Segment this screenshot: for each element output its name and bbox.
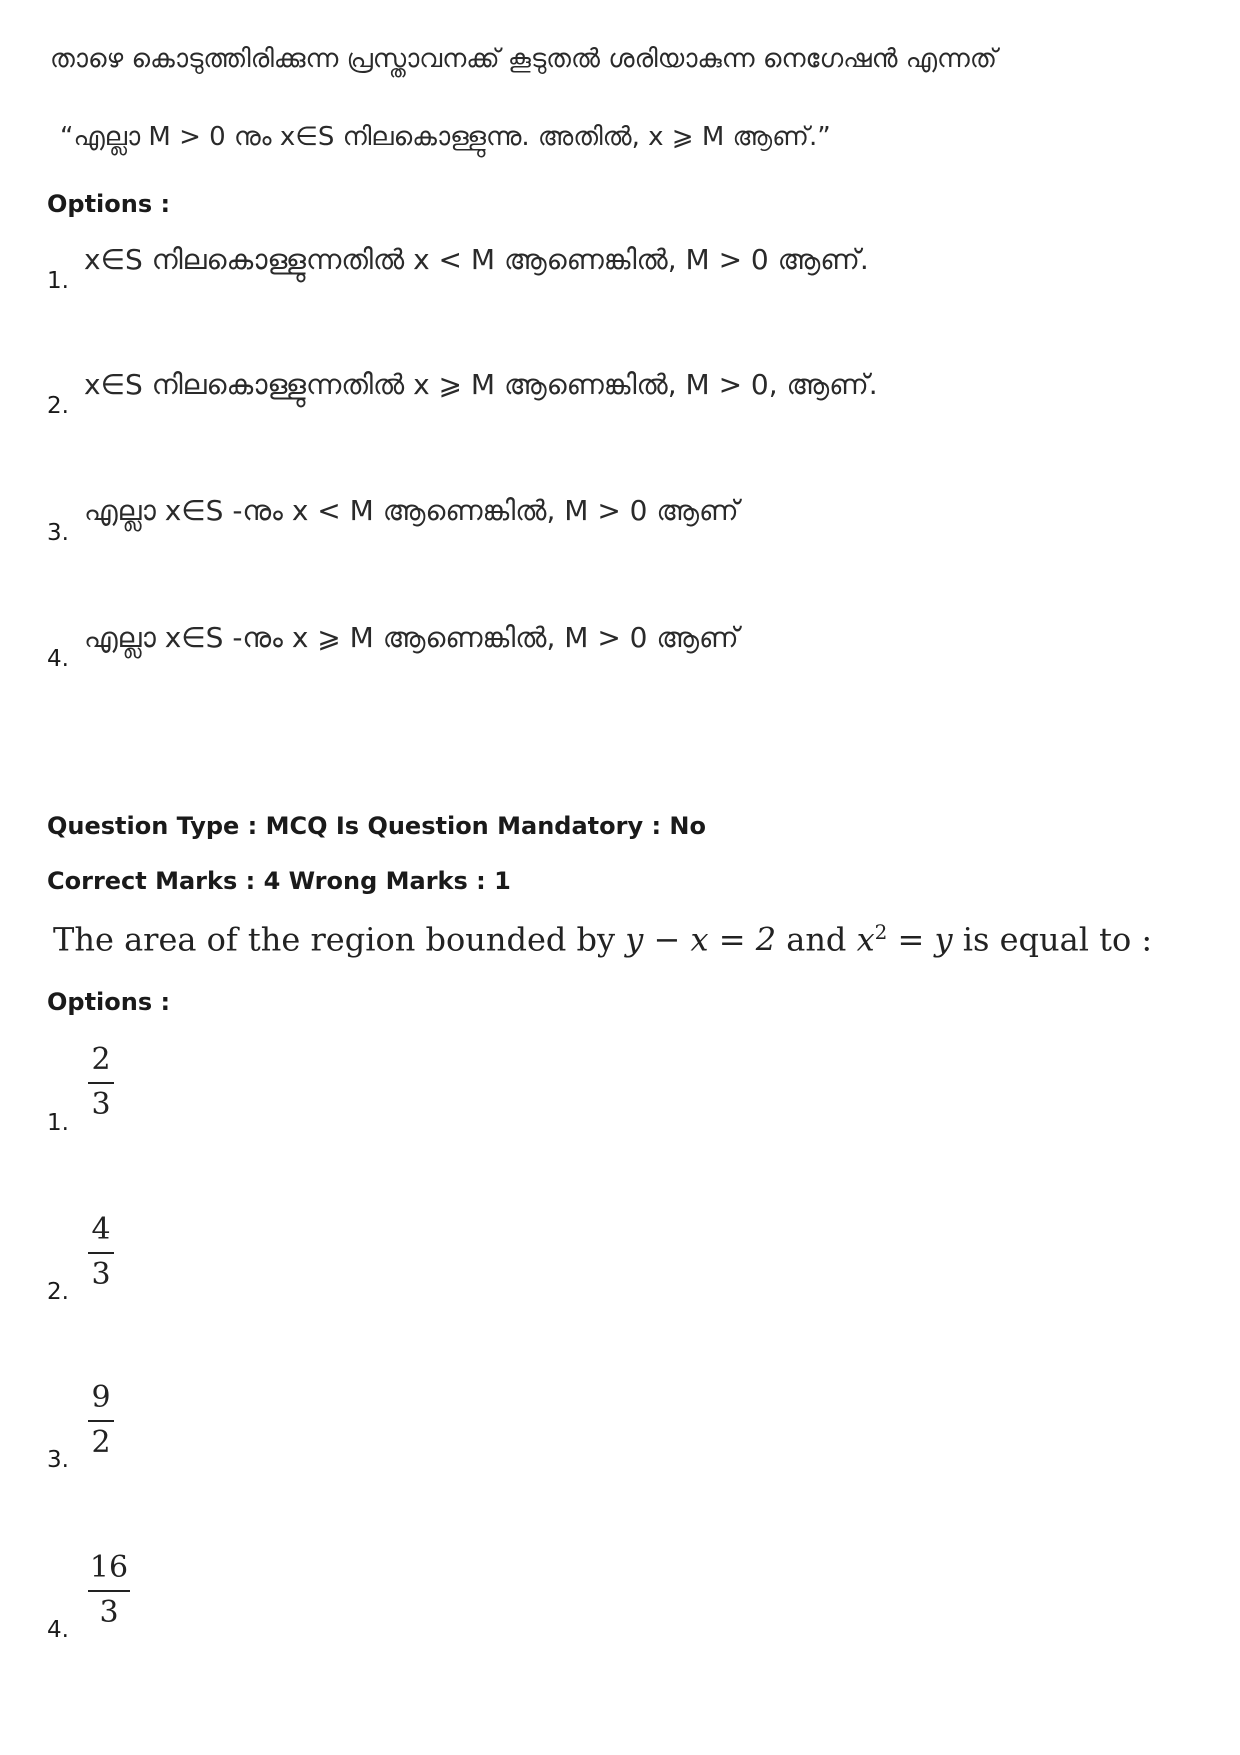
q2-option-2-fraction [88,1212,114,1292]
q1-option-1-number: 1. [47,268,69,294]
q2-stem-pre: The area of the region bounded by [53,920,626,959]
q2-option-1-number: 1. [47,1110,69,1136]
q2-options-label: Options : [47,988,171,1016]
q2-option-1-fraction [88,1042,114,1122]
q2-meta-type: Question Type : MCQ Is Question Mandatory : No [47,812,706,840]
q2-option-1-denominator: 3 [91,1087,111,1122]
fraction-bar [88,1252,114,1254]
q2-stem-equation-2-exponent: 2 [874,920,888,944]
q2-stem [53,920,1152,959]
q2-option-3-numerator: 9 [91,1380,111,1415]
q2-option-3-fraction [88,1380,114,1460]
fraction-bar [88,1590,130,1592]
q2-option-2-denominator: 3 [91,1257,111,1292]
q1-stem-line1: താഴെ കൊടുത്തിരിക്കുന്ന പ്രസ്താവനക്ക് കൂടുതൽ ശരിയാകുന്ന നെഗേഷൻ എന്നത് [50,44,997,74]
q2-stem-post: is equal to : [952,920,1153,959]
q2-stem-mid: and [776,920,857,959]
q2-meta-marks: Correct Marks : 4 Wrong Marks : 1 [47,867,511,895]
fraction-bar [88,1420,114,1422]
q2-option-4-denominator: 3 [99,1595,119,1630]
fraction-bar [88,1082,114,1084]
q2-option-4-numerator: 16 [89,1550,129,1585]
q1-option-4-number: 4. [47,646,69,672]
q1-option-3-number: 3. [47,520,69,546]
q2-stem-equation-2-rest: = y [887,920,953,959]
q2-stem-equation-2-base: x [856,920,875,959]
q1-stem-line2: “എല്ലാ M > 0 നും x∈S നിലകൊള്ളുന്നു. അതിൽ, x ⩾ M ആണ്.” [60,122,831,152]
q2-option-4-fraction [88,1550,130,1630]
q2-option-4-number: 4. [47,1617,69,1643]
q1-option-2-text: x∈S നിലകൊള്ളുന്നതിൽ x ⩾ M ആണെങ്കിൽ, M > 0, ആണ്. [84,368,878,401]
q1-option-3-text: എല്ലാ x∈S -നും x < M ആണെങ്കിൽ, M > 0 ആണ് [84,494,739,527]
q2-option-1-numerator: 2 [91,1042,111,1077]
q1-option-4-text: എല്ലാ x∈S -നും x ⩾ M ആണെങ്കിൽ, M > 0 ആണ് [84,621,739,654]
q2-option-2-numerator: 4 [91,1212,111,1247]
q1-options-label: Options : [47,190,171,218]
q2-option-3-denominator: 2 [91,1425,111,1460]
q2-stem-equation-1: y − x = 2 [625,920,777,959]
q1-option-1-text: x∈S നിലകൊള്ളുന്നതിൽ x < M ആണെങ്കിൽ, M > 0 ആണ്. [84,243,869,276]
q2-option-3-number: 3. [47,1447,69,1473]
q2-option-2-number: 2. [47,1279,69,1305]
q1-option-2-number: 2. [47,393,69,419]
